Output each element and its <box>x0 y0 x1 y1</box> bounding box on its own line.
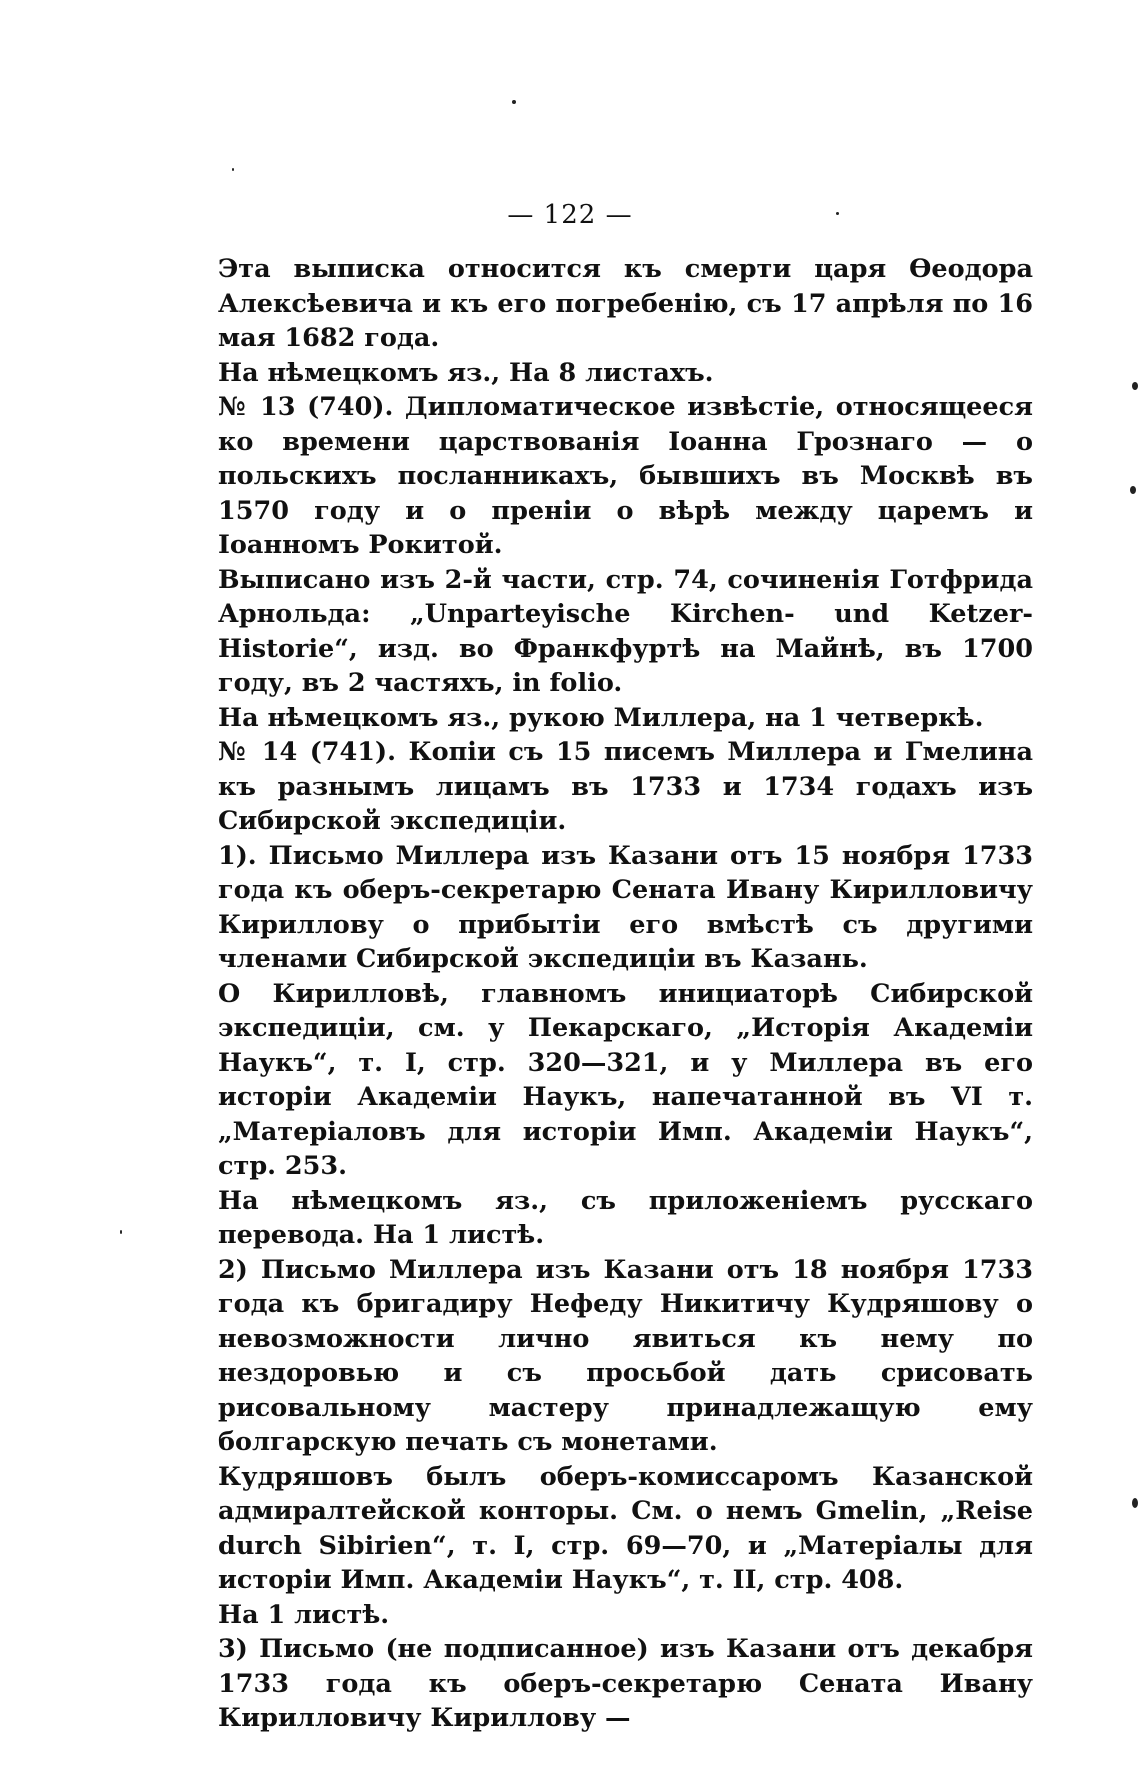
paragraph-10: 2) Письмо Миллера изъ Казани отъ 18 ноября 1733 года къ бригадиру Нефеду Никитичу Кудряшову о невозможности лично явиться къ нему по нездоровью и съ просьбой дать срисовать рисовальному мастеру принадлежащую ему болгарскую печать съ монетами. <box>218 1254 1033 1457</box>
paragraph-1: Эта выписка относится къ смерти царя Өеодора Алексѣевича и къ его погребенію, съ 17 апрѣля по 16 мая 1682 года. <box>218 254 1033 353</box>
paragraph-12: На 1 листѣ. <box>218 1599 390 1630</box>
page-number: — 122 — <box>507 200 633 230</box>
scan-speck <box>1132 382 1138 390</box>
paragraph-4: Выписано изъ 2-й части, стр. 74, сочиненія Готфрида Арнольда: „Unparteyische Kirchen- und Ketzer-Historie“, изд. во Франкфуртѣ на Майнѣ, въ 1700 году, въ 2 частяхъ, in folio. <box>218 564 1033 698</box>
paragraph-8: О Кирилловѣ, главномъ инициаторѣ Сибирской экспедиціи, см. у Пекарскаго, „Исторія Академіи Наукъ“, т. I, стр. 320—321, и у Миллера въ его исторіи Академіи Наукъ, напечатанной въ VI т. „Матеріаловъ для исторіи Имп. Академіи Наукъ“, стр. 253. <box>218 978 1033 1181</box>
scan-speck <box>1132 1498 1138 1508</box>
paragraph-5: На нѣмецкомъ яз., рукою Миллера, на 1 четверкѣ. <box>218 702 984 733</box>
scan-speck <box>1130 486 1136 494</box>
text-body <box>218 252 1033 1736</box>
scan-speck <box>512 100 516 104</box>
paragraph-2: На нѣмецкомъ яз., На 8 листахъ. <box>218 357 714 388</box>
paragraph-9: На нѣмецкомъ яз., съ приложеніемъ русскаго перевода. На 1 листѣ. <box>218 1185 1033 1250</box>
paragraph-11: Кудряшовъ былъ оберъ-комиссаромъ Казанской адмиралтейской конторы. См. о немъ Gmelin, „Reise durch Sibirien“, т. I, стр. 69—70, и „Матеріалы для исторіи Имп. Академіи Наукъ“, т. II, стр. 408. <box>218 1461 1033 1595</box>
scan-speck <box>120 1230 122 1234</box>
scan-speck <box>232 168 234 171</box>
scan-speck <box>836 212 839 215</box>
paragraph-7: 1). Письмо Миллера изъ Казани отъ 15 ноября 1733 года къ оберъ-секретарю Сената Ивану Кирилловичу Кириллову о прибытіи его вмѣстѣ съ другими членами Сибирской экспедиціи въ Казань. <box>218 840 1033 974</box>
paragraph-13: 3) Письмо (не подписанное) изъ Казани отъ декабря 1733 года къ оберъ-секретарю Сената Ивану Кирилловичу Кириллову — <box>218 1634 1033 1733</box>
paragraph-6: № 14 (741). Копіи съ 15 писемъ Миллера и Гмелина къ разнымъ лицамъ въ 1733 и 1734 годахъ изъ Сибирской экспедиціи. <box>218 737 1033 836</box>
paragraph-3: № 13 (740). Дипломатическое извѣстіе, относящееся ко времени царствованія Іоанна Грознаго — о польскихъ посланникахъ, бывшихъ въ Москвѣ въ 1570 году и о преніи о вѣрѣ между царемъ и Іоанномъ Рокитой. <box>218 392 1033 560</box>
